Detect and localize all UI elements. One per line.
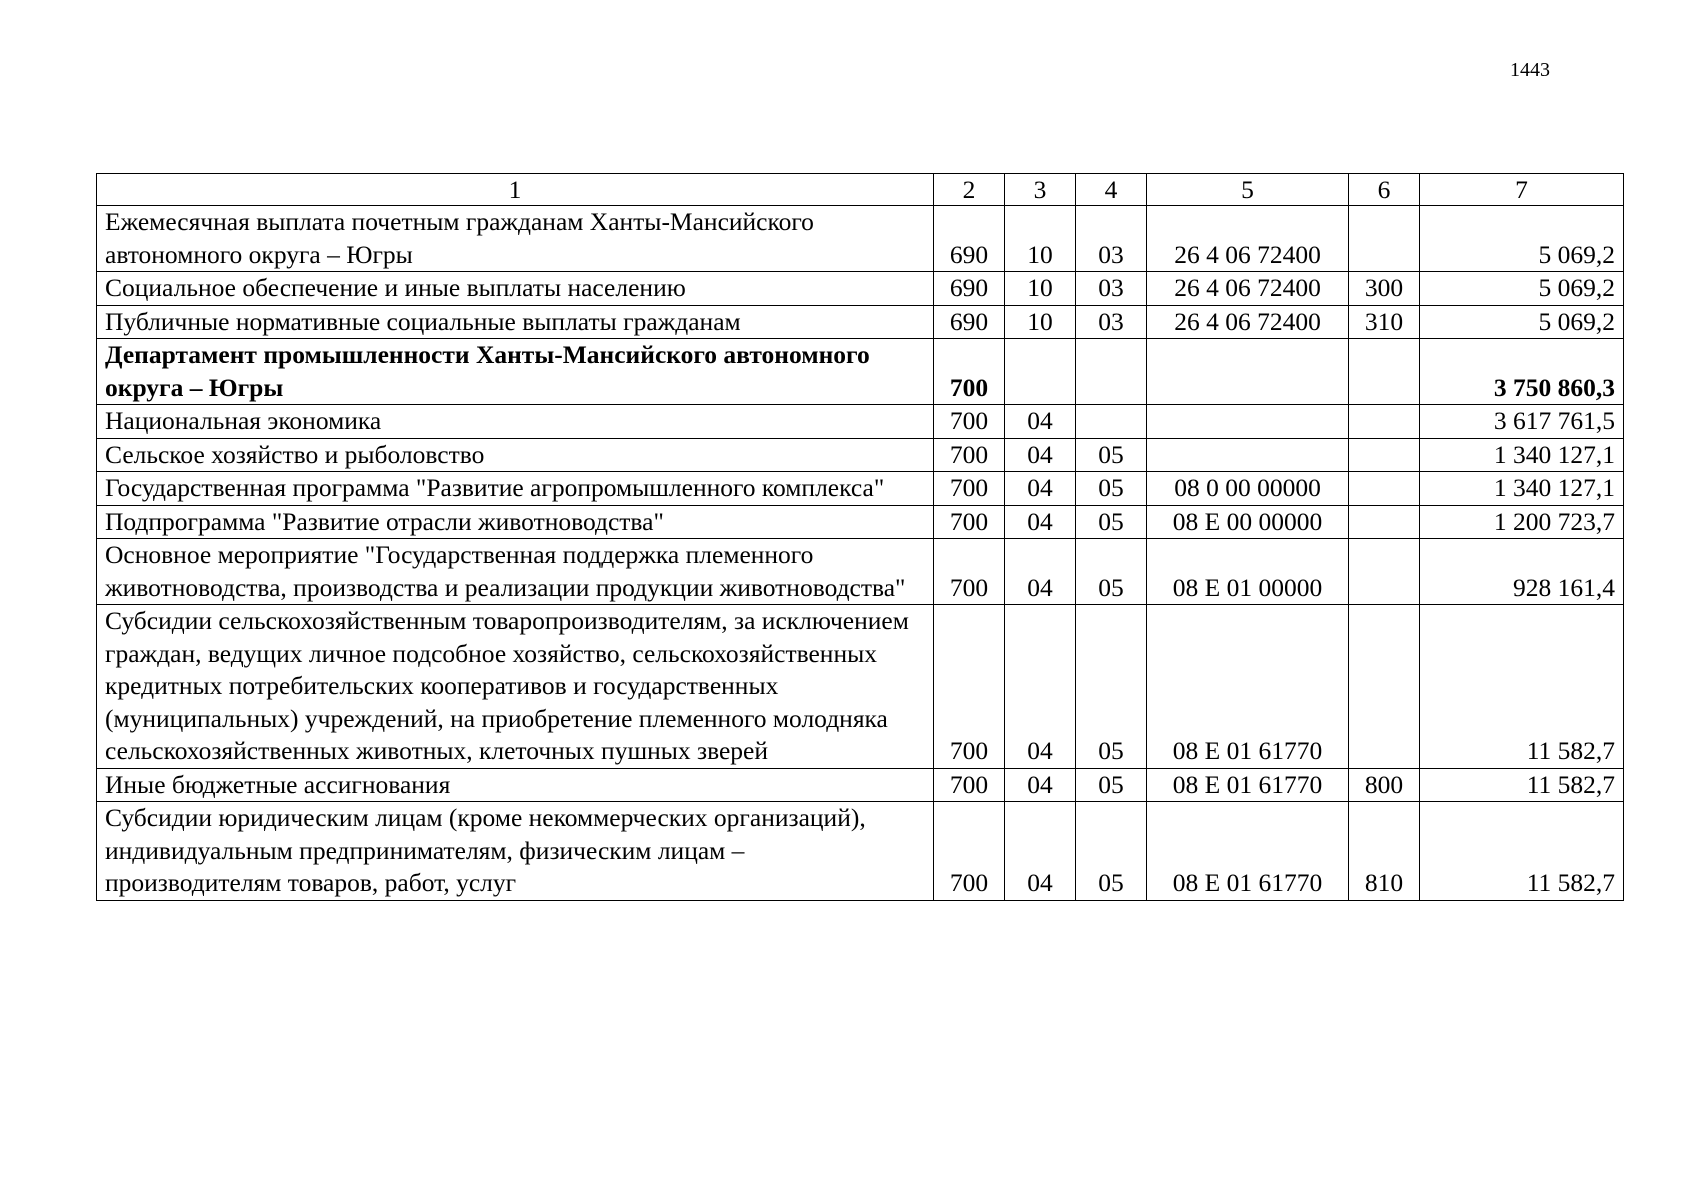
expense-type-code: 310 [1349, 305, 1420, 339]
column-header: 4 [1076, 174, 1147, 206]
amount: 1 340 127,1 [1420, 438, 1624, 472]
table-row [97, 505, 1624, 539]
item-name: Ежемесячная выплата почетным гражданам Ханты-Мансийского автономного округа – Югры [97, 206, 934, 272]
item-name: Департамент промышленности Ханты-Мансийского автономного округа – Югры [97, 339, 934, 405]
section-code: 10 [1005, 272, 1076, 306]
page-number: 1443 [1510, 59, 1550, 81]
section-code: 04 [1005, 405, 1076, 439]
target-article-code: 26 4 06 72400 [1147, 272, 1349, 306]
header-row [97, 174, 1624, 206]
ministry-code: 700 [934, 505, 1005, 539]
section-code: 10 [1005, 206, 1076, 272]
item-name: Субсидии юридическим лицам (кроме некоммерческих организаций), индивидуальным предпринимателям, физическим лицам – производителям товаров, работ, услуг [97, 802, 934, 901]
subsection-code [1076, 339, 1147, 405]
table-row [97, 768, 1624, 802]
subsection-code: 05 [1076, 768, 1147, 802]
item-name: Иные бюджетные ассигнования [97, 768, 934, 802]
target-article-code: 08 Е 01 61770 [1147, 768, 1349, 802]
item-name: Основное мероприятие "Государственная поддержка племенного животноводства, производства и реализации продукции животноводства" [97, 539, 934, 605]
expense-type-code [1349, 405, 1420, 439]
expense-type-code [1349, 505, 1420, 539]
expense-type-code [1349, 206, 1420, 272]
subsection-code [1076, 405, 1147, 439]
ministry-code: 700 [934, 605, 1005, 769]
section-code: 04 [1005, 505, 1076, 539]
amount: 5 069,2 [1420, 272, 1624, 306]
target-article-code: 08 Е 01 61770 [1147, 802, 1349, 901]
ministry-code: 700 [934, 405, 1005, 439]
ministry-code: 700 [934, 768, 1005, 802]
table-row [97, 272, 1624, 306]
subsection-code: 05 [1076, 505, 1147, 539]
table-row [97, 339, 1624, 405]
expense-type-code: 810 [1349, 802, 1420, 901]
amount: 11 582,7 [1420, 802, 1624, 901]
table-row [97, 605, 1624, 769]
table-row [97, 472, 1624, 506]
section-code: 04 [1005, 768, 1076, 802]
budget-table [96, 173, 1624, 901]
target-article-code: 26 4 06 72400 [1147, 305, 1349, 339]
table-row [97, 802, 1624, 901]
target-article-code: 08 0 00 00000 [1147, 472, 1349, 506]
amount: 3 617 761,5 [1420, 405, 1624, 439]
target-article-code [1147, 405, 1349, 439]
target-article-code: 08 Е 01 00000 [1147, 539, 1349, 605]
item-name: Национальная экономика [97, 405, 934, 439]
subsection-code: 05 [1076, 605, 1147, 769]
ministry-code: 690 [934, 305, 1005, 339]
expense-type-code [1349, 472, 1420, 506]
target-article-code: 26 4 06 72400 [1147, 206, 1349, 272]
amount: 3 750 860,3 [1420, 339, 1624, 405]
amount: 1 200 723,7 [1420, 505, 1624, 539]
column-header: 7 [1420, 174, 1624, 206]
item-name: Субсидии сельскохозяйственным товаропроизводителям, за исключением граждан, ведущих личное подсобное хозяйство, сельскохозяйственных кредитных потребительских кооперативов и государственных (муниципальных) учреждений, на приобретение племенного молодняка сельскохозяйственных животных, клеточных пушных зверей [97, 605, 934, 769]
column-header: 5 [1147, 174, 1349, 206]
item-name: Государственная программа "Развитие агропромышленного комплекса" [97, 472, 934, 506]
item-name: Социальное обеспечение и иные выплаты населению [97, 272, 934, 306]
column-header: 1 [97, 174, 934, 206]
subsection-code: 05 [1076, 802, 1147, 901]
expense-type-code [1349, 339, 1420, 405]
table-row [97, 539, 1624, 605]
subsection-code: 03 [1076, 272, 1147, 306]
table-row [97, 206, 1624, 272]
item-name: Публичные нормативные социальные выплаты гражданам [97, 305, 934, 339]
column-header: 6 [1349, 174, 1420, 206]
amount: 11 582,7 [1420, 768, 1624, 802]
subsection-code: 05 [1076, 539, 1147, 605]
target-article-code: 08 Е 00 00000 [1147, 505, 1349, 539]
table-row [97, 405, 1624, 439]
amount: 928 161,4 [1420, 539, 1624, 605]
expense-type-code: 800 [1349, 768, 1420, 802]
subsection-code: 03 [1076, 305, 1147, 339]
section-code: 10 [1005, 305, 1076, 339]
column-header: 3 [1005, 174, 1076, 206]
ministry-code: 700 [934, 438, 1005, 472]
section-code [1005, 339, 1076, 405]
subsection-code: 03 [1076, 206, 1147, 272]
amount: 5 069,2 [1420, 305, 1624, 339]
ministry-code: 700 [934, 539, 1005, 605]
table-row [97, 438, 1624, 472]
item-name: Сельское хозяйство и рыболовство [97, 438, 934, 472]
expense-type-code [1349, 438, 1420, 472]
ministry-code: 690 [934, 272, 1005, 306]
ministry-code: 700 [934, 472, 1005, 506]
subsection-code: 05 [1076, 438, 1147, 472]
ministry-code: 700 [934, 802, 1005, 901]
section-code: 04 [1005, 472, 1076, 506]
target-article-code [1147, 339, 1349, 405]
ministry-code: 690 [934, 206, 1005, 272]
item-name: Подпрограмма "Развитие отрасли животноводства" [97, 505, 934, 539]
table-row [97, 305, 1624, 339]
subsection-code: 05 [1076, 472, 1147, 506]
column-header: 2 [934, 174, 1005, 206]
amount: 1 340 127,1 [1420, 472, 1624, 506]
amount: 11 582,7 [1420, 605, 1624, 769]
section-code: 04 [1005, 438, 1076, 472]
section-code: 04 [1005, 539, 1076, 605]
expense-type-code [1349, 539, 1420, 605]
expense-type-code [1349, 605, 1420, 769]
target-article-code [1147, 438, 1349, 472]
section-code: 04 [1005, 802, 1076, 901]
target-article-code: 08 Е 01 61770 [1147, 605, 1349, 769]
amount: 5 069,2 [1420, 206, 1624, 272]
section-code: 04 [1005, 605, 1076, 769]
expense-type-code: 300 [1349, 272, 1420, 306]
ministry-code: 700 [934, 339, 1005, 405]
